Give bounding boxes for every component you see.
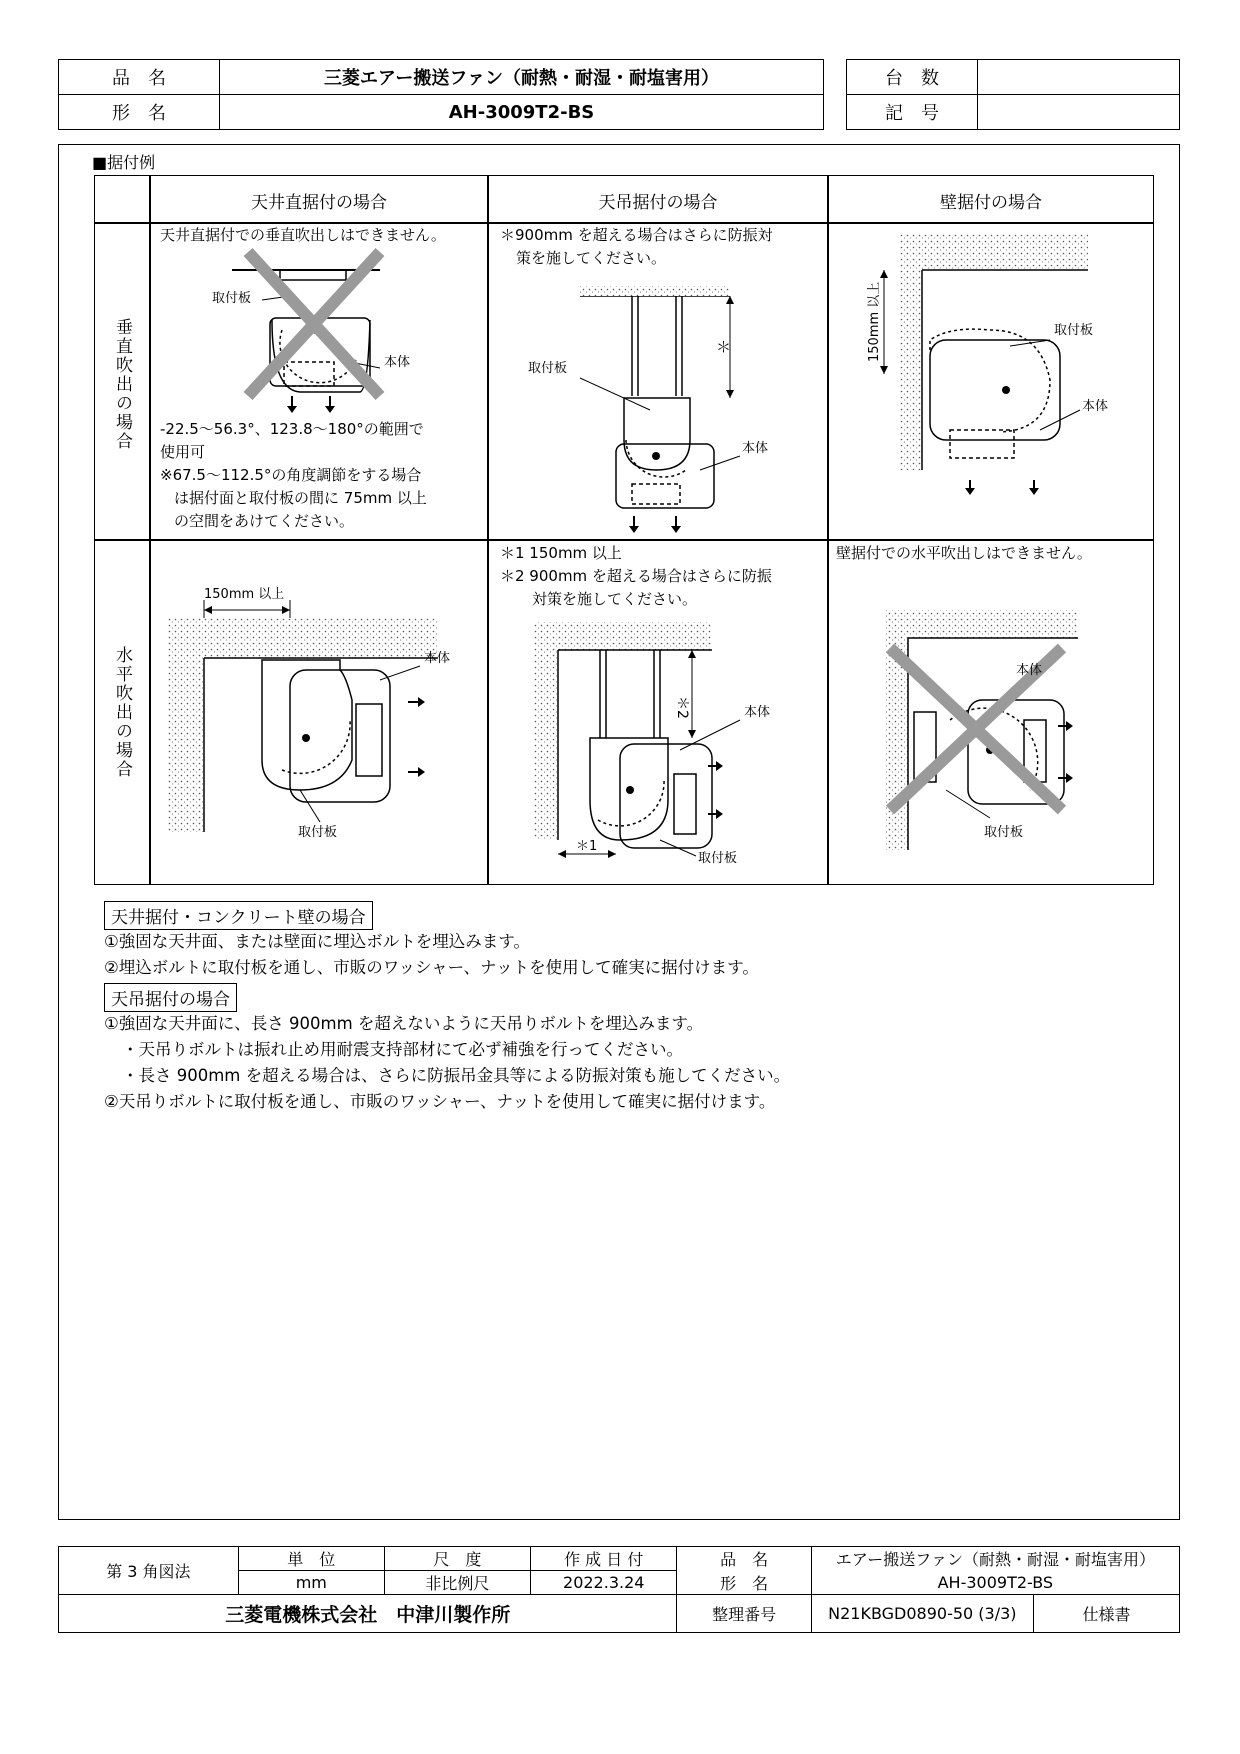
symbol-label: 記 号 xyxy=(847,95,978,130)
company-name: 三菱電機株式会社 中津川製作所 xyxy=(59,1595,677,1633)
label-star1-e: ＊1 xyxy=(576,839,598,854)
label-plate-e: 取付板 xyxy=(698,851,738,866)
note-v-ceiling-range-1: -22.5～56.3°、123.8～180°の範囲で xyxy=(160,420,424,438)
date-label: 作 成 日 付 xyxy=(530,1547,677,1571)
product-name-footer: エアー搬送ファン（耐熱・耐湿・耐塩害用） xyxy=(811,1547,1179,1571)
unit-label: 単 位 xyxy=(238,1547,384,1571)
label-plate-c: 取付板 xyxy=(1054,323,1094,338)
label-body-f: 本体 xyxy=(1016,663,1043,678)
model-label-footer: 形 名 xyxy=(677,1571,811,1595)
label-plate-f: 取付板 xyxy=(984,825,1024,840)
col-ceiling-direct: 天井直据付の場合 xyxy=(251,193,387,213)
label-body-a: 本体 xyxy=(384,355,411,370)
ceiling-wall-title: 天井据付・コンクリート壁の場合 xyxy=(104,901,373,930)
note-v-ceiling-note-2: は据付面と取付板の間に 75mm 以上 xyxy=(174,489,427,507)
product-name-label-footer: 品 名 xyxy=(677,1547,811,1571)
label-dim-d: 150mm 以上 xyxy=(204,587,285,602)
date-value: 2022.3.24 xyxy=(530,1571,677,1595)
product-name-label: 品 名 xyxy=(59,60,220,95)
label-body-b: 本体 xyxy=(742,441,769,456)
note-v-ceiling-range-2: 使用可 xyxy=(160,443,206,461)
label-plate-b: 取付板 xyxy=(528,361,568,376)
label-body-c: 本体 xyxy=(1082,399,1109,414)
suspended-step-3: ・長さ 900mm を超える場合は、さらに防振吊金具等による防振対策も施してください。 xyxy=(122,1066,791,1085)
scale-label: 尺 度 xyxy=(384,1547,530,1571)
note-h-wall-top: 壁据付での水平吹出しはできません。 xyxy=(836,544,1092,562)
ceiling-wall-step-1: ①強固な天井面、または壁面に埋込ボルトを埋込みます。 xyxy=(104,932,530,951)
label-body-d: 本体 xyxy=(424,651,451,666)
suspended-step-4: ②天吊りボルトに取付板を通し、市販のワッシャー、ナットを使用して確実に据付けます。 xyxy=(104,1092,776,1111)
label-star2-e: ＊2 xyxy=(674,696,690,719)
unit-value: mm xyxy=(238,1571,384,1595)
quantity-label: 台 数 xyxy=(847,60,978,95)
col-ceiling-suspended: 天吊据付の場合 xyxy=(598,193,718,213)
label-plate-a: 取付板 xyxy=(212,291,252,306)
label-star-b: ＊ xyxy=(716,338,732,356)
doc-type: 仕様書 xyxy=(1033,1595,1179,1633)
col-wall: 壁据付の場合 xyxy=(940,193,1042,213)
projection: 第 3 角図法 xyxy=(59,1547,239,1595)
ceiling-wall-step-2: ②埋込ボルトに取付板を通し、市販のワッシャー、ナットを使用して確実に据付けます。 xyxy=(104,958,759,977)
note-v-ceiling-note-1: ※67.5～112.5°の角度調節をする場合 xyxy=(160,466,422,484)
ref-value: N21KBGD0890-50 (3/3) xyxy=(811,1595,1033,1633)
note-v-susp-1: ＊900mm を超える場合はさらに防振対 xyxy=(500,226,773,244)
diagram-suspended-horizontal xyxy=(534,622,740,858)
label-plate-d: 取付板 xyxy=(298,825,338,840)
suspended-title: 天吊据付の場合 xyxy=(104,983,237,1012)
scale-value: 非比例尺 xyxy=(384,1571,530,1595)
diagram-ceiling-vertical xyxy=(232,252,380,413)
section-title: ■据付例 xyxy=(92,153,156,172)
row-horizontal-label: 水平吹出の場合 xyxy=(112,646,132,779)
diagram-suspended-vertical xyxy=(580,286,740,533)
diagram-ceiling-horizontal xyxy=(168,600,438,832)
suspended-step-2: ・天吊りボルトは振れ止め用耐震支持部材にて必ず補強を行ってください。 xyxy=(122,1040,683,1059)
diagram-wall-horizontal xyxy=(886,610,1078,850)
suspended-step-1: ①強固な天井面に、長さ 900mm を超えないように天吊りボルトを埋込みます。 xyxy=(104,1014,704,1033)
footer-table xyxy=(58,1546,1180,1633)
note-v-ceiling-note-3: の空間をあけてください。 xyxy=(174,512,355,530)
label-body-e: 本体 xyxy=(744,705,771,720)
note-v-ceiling-top: 天井直据付での垂直吹出しはできません。 xyxy=(160,226,446,244)
model-footer: AH-3009T2-BS xyxy=(811,1571,1179,1595)
model-label: 形 名 xyxy=(59,95,220,130)
note-h-susp-1: ＊1 150mm 以上 xyxy=(500,544,622,562)
ref-label: 整理番号 xyxy=(677,1595,811,1633)
note-v-susp-2: 策を施してください。 xyxy=(516,249,667,267)
note-h-susp-3: 対策を施してください。 xyxy=(532,590,698,608)
diagram-wall-vertical xyxy=(880,234,1088,495)
model-name: AH-3009T2-BS xyxy=(220,95,824,130)
product-name: 三菱エアー搬送ファン（耐熱・耐湿・耐塩害用） xyxy=(220,60,824,95)
note-h-susp-2: ＊2 900mm を超える場合はさらに防振 xyxy=(500,567,772,585)
row-vertical-label: 垂直吹出の場合 xyxy=(112,318,132,451)
label-dim-c: 150mm 以上 xyxy=(867,281,882,362)
